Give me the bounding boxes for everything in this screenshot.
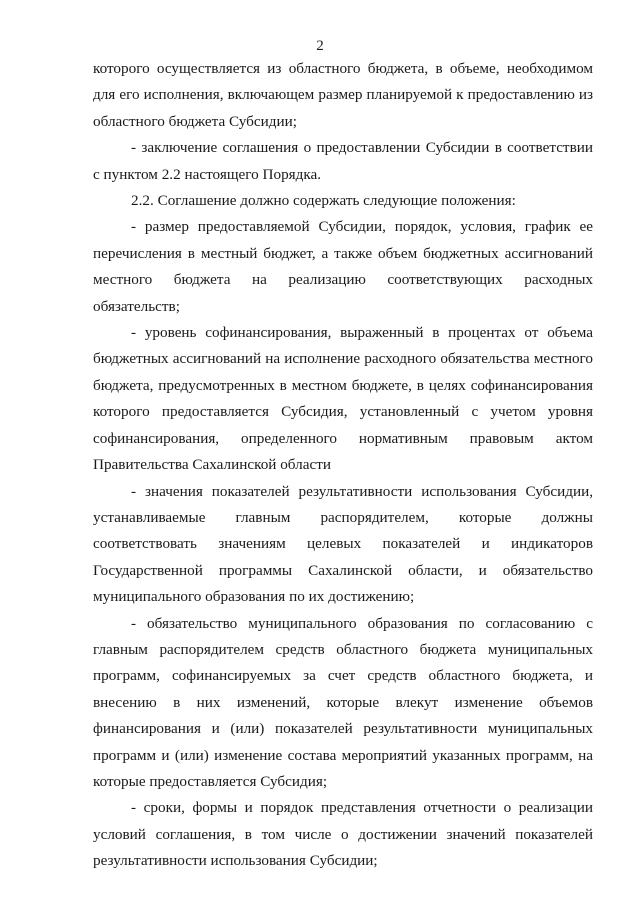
page-number: 2 (316, 38, 324, 54)
paragraph-cofinancing-level-end: Правительства Сахалинской области (93, 456, 331, 474)
paragraph-subsidy-size: - размер предоставляемой Субсидии, порядок, условия, график ее перечисления в местный бюджет, а также объем бюджетных ассигнований местного бюджета на реализацию соответствующих расходных обязательств; (93, 218, 593, 315)
paragraph-agreement-conclusion: - заключение соглашения о предоставлении Субсидии в соответствии с пунктом 2.2 настоящего Порядка. (93, 139, 593, 183)
paragraph-municipal-obligation: - обязательство муниципального образования по согласованию с главным распорядителем средств областного бюджета муниципальных программ, софинансируемых за счет средств областного бюджета, и внесению в них изменений, которые влекут изменение объемов финансирования и (или) показателей результативности муниципальных программ и (или) изменение состава мероприятий указанных программ, на которые предоставляется Субсидия; (93, 614, 593, 790)
paragraph-performance-indicators: - значения показателей результативности использования Субсидии, устанавливаемые главным распорядителем, которые должны соответствовать значениям целевых показателей и индикаторов Государственной программы Сахалинской области, и обязательство муниципального образования по их достижению; (93, 482, 593, 606)
paragraph-cofinancing-level: - уровень софинансирования, выраженный в процентах от объема бюджетных ассигнований на исполнение расходного обязательства местного бюджета, предусмотренных в местном бюджете, в целях софинансирования которого предоставляется Субсидия, установленный с учетом уровня софинансирования, определенного нормативным правовым актом (93, 324, 593, 447)
paragraph-continuation: которого осуществляется из областного бюджета, в объеме, необходимом для его исполнения, включающем размер планируемой к предоставлению из областного бюджета Субсидии; (93, 60, 593, 130)
paragraph-section-2-2: 2.2. Соглашение должно содержать следующие положения: (131, 192, 516, 210)
paragraph-reporting: - сроки, формы и порядок представления отчетности о реализации условий соглашения, в том числе о достижении значений показателей результативности использования Субсидии; (93, 799, 593, 870)
document-body (93, 56, 593, 875)
